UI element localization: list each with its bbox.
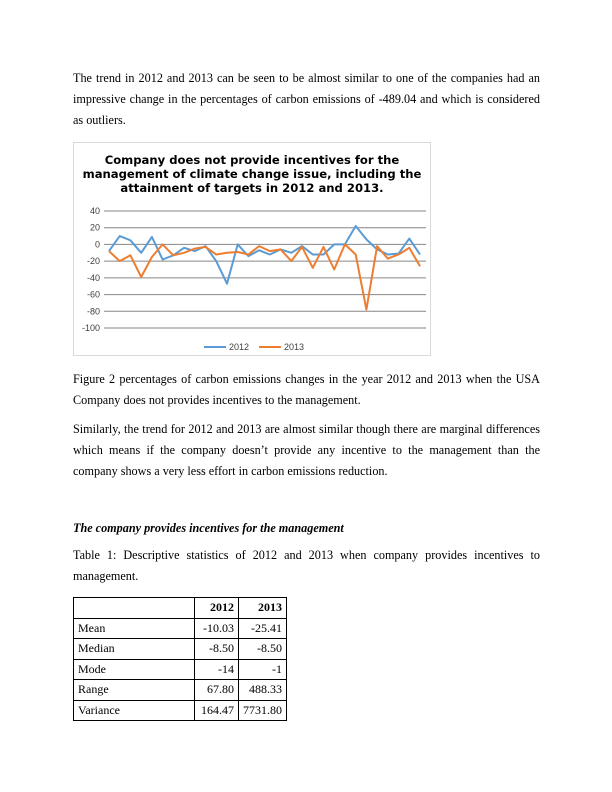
discussion-paragraph: Similarly, the trend for 2012 and 2013 are almost similar though there are marginal differences which means if the company doesn’t provide any incentive to the management than the company shows a very less effort in carbon emissions reduction. [73, 422, 540, 478]
value-2013: -1 [239, 659, 287, 680]
value-2012: 164.47 [195, 700, 239, 721]
table-row [74, 618, 287, 639]
row-label: Variance [74, 700, 195, 721]
chart-plot-area [74, 143, 432, 357]
header-empty [74, 598, 195, 619]
value-2013: -25.41 [239, 618, 287, 639]
table-header-row [74, 598, 287, 619]
value-2012: -14 [195, 659, 239, 680]
figure-caption: Figure 2 percentages of carbon emissions changes in the year 2012 and 2013 when the USA Company does not provides incentives to the management. [73, 372, 540, 407]
table-row [74, 700, 287, 721]
value-2012: -10.03 [195, 618, 239, 639]
legend-label-2013: 2013 [284, 342, 305, 352]
header-2012: 2012 [195, 598, 239, 619]
table-caption: Table 1: Descriptive statistics of 2012 and 2013 when company provides incentives to management. [73, 548, 540, 583]
row-label: Median [74, 639, 195, 660]
value-2012: -8.50 [195, 639, 239, 660]
intro-paragraph: The trend in 2012 and 2013 can be seen to be almost similar to one of the companies had an impressive change in the percentages of carbon emissions of -489.04 and which is considered as outliers. [73, 71, 540, 127]
table-row [74, 659, 287, 680]
value-2013: -8.50 [239, 639, 287, 660]
row-label: Mode [74, 659, 195, 680]
value-2013: 7731.80 [239, 700, 287, 721]
y-axis-tick-label: -20 [86, 256, 100, 267]
value-2012: 67.80 [195, 680, 239, 701]
value-2013: 488.33 [239, 680, 287, 701]
row-label: Mean [74, 618, 195, 639]
y-axis-tick-label: 40 [89, 206, 100, 216]
chart-title: Company does not provide incentives for the management of climate change issue, including the attainment of targets in 2012 and 2013. [82, 153, 422, 195]
y-axis-tick-label: -60 [86, 289, 100, 300]
line-chart [73, 142, 431, 356]
series-line-2013 [109, 244, 420, 309]
descriptive-stats-table [73, 597, 287, 721]
legend-label-2012: 2012 [229, 342, 250, 352]
y-axis-tick-label: -40 [86, 272, 100, 283]
header-2013: 2013 [239, 598, 287, 619]
y-axis-tick-label: -80 [86, 306, 100, 317]
y-axis-tick-label: 20 [89, 222, 100, 233]
series-line-2012 [109, 226, 420, 284]
table-row [74, 680, 287, 701]
section-heading: The company provides incentives for the management [73, 521, 344, 535]
row-label: Range [74, 680, 195, 701]
y-axis-tick-label: 0 [94, 239, 100, 250]
table-row [74, 639, 287, 660]
y-axis-tick-label: -100 [81, 323, 100, 333]
